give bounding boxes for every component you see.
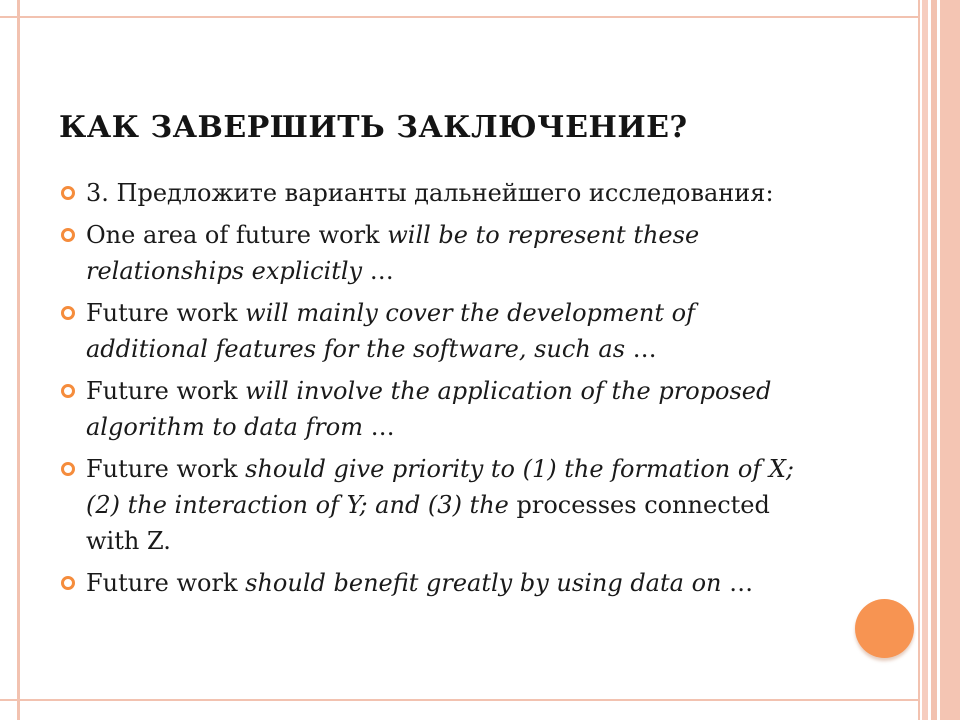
bullet-text-italic: will mainly cover the development of additional features for the software, such as xyxy=(86,299,695,363)
bullet-marker-icon xyxy=(61,186,75,200)
bullet-text: Future work xyxy=(86,455,246,483)
bullet-text: One area of future work xyxy=(86,221,388,249)
bullet-text: 3. Предложите варианты дальнейшего исследования: xyxy=(86,179,774,207)
decorative-stripe xyxy=(940,0,960,720)
slide-frame-top-line xyxy=(0,16,918,18)
decorative-stripe xyxy=(931,0,937,720)
bullet-text: … xyxy=(362,257,394,285)
bullet-marker-icon xyxy=(61,576,75,590)
bullet-text-italic: will involve the application of the proposed algorithm to data from xyxy=(86,377,772,441)
decorative-stripe xyxy=(922,0,928,720)
bullet-item xyxy=(60,295,820,367)
bullet-marker-icon xyxy=(61,228,75,242)
bullet-text-italic: will be to represent these relationships explicitly xyxy=(86,221,700,285)
decorative-stripe xyxy=(918,0,920,720)
bullet-text: Future work xyxy=(86,299,246,327)
slide-frame-left-line xyxy=(17,0,20,720)
bullet-text: … xyxy=(721,569,754,597)
bullet-text-italic: should benefit greatly by using data on xyxy=(245,569,722,597)
bullet-marker-icon xyxy=(61,384,75,398)
bullet-marker-icon xyxy=(61,306,75,320)
bullet-text: Future work xyxy=(86,569,246,597)
slide-title: КАК ЗАВЕРШИТЬ ЗАКЛЮЧЕНИЕ? xyxy=(59,110,688,145)
bullet-item xyxy=(60,565,820,601)
bullet-text: processes connected with Z. xyxy=(86,491,770,555)
bullet-list xyxy=(60,175,820,607)
slide-frame-bottom-line xyxy=(0,699,918,701)
bullet-text: … xyxy=(625,335,657,363)
bullet-text-italic: should give priority to (1) the formation of X; (2) the interaction of Y; and (3) the xyxy=(86,455,795,519)
bullet-item xyxy=(60,451,820,559)
bullet-item xyxy=(60,175,820,211)
bullet-text: … xyxy=(362,413,395,441)
bullet-marker-icon xyxy=(61,462,75,476)
accent-circle xyxy=(855,599,914,658)
bullet-item xyxy=(60,217,820,289)
bullet-text: Future work xyxy=(86,377,246,405)
bullet-item xyxy=(60,373,820,445)
